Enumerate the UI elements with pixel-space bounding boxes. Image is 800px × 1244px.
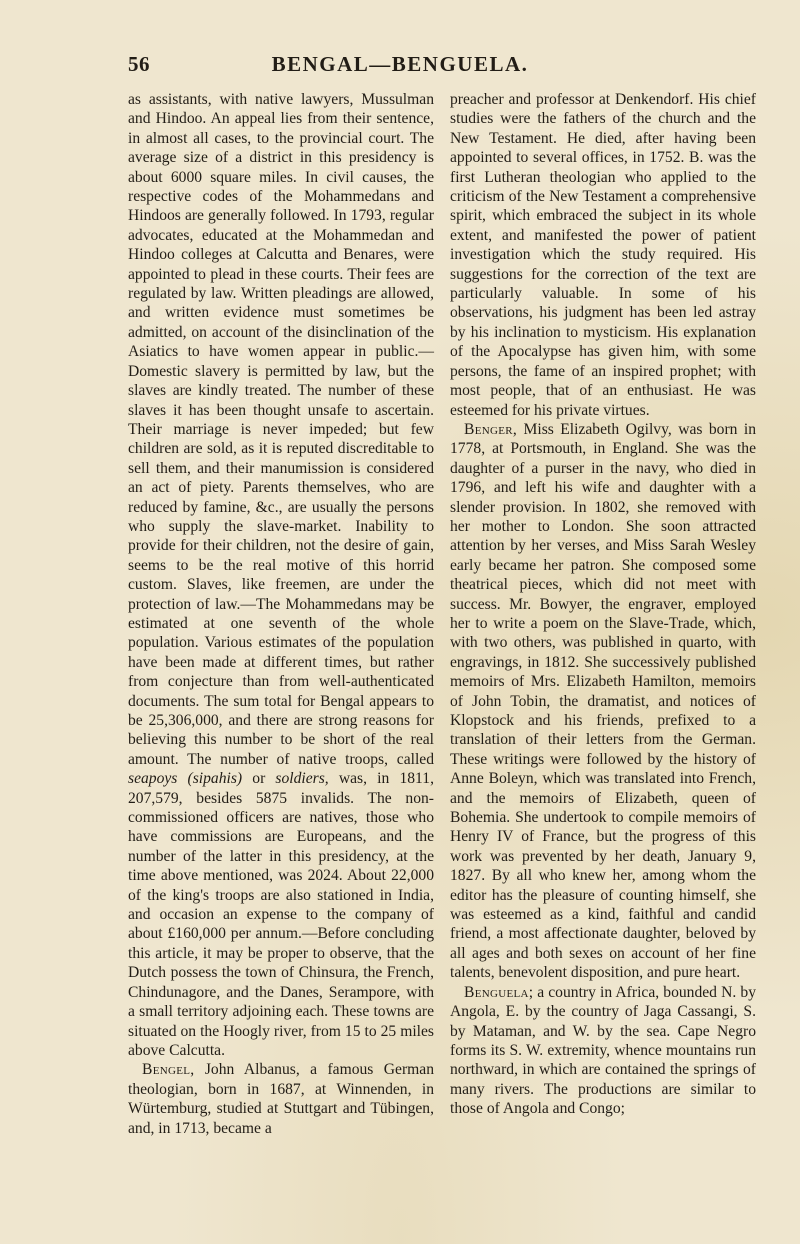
benguela-entry-text: ; a country in Africa, bounded N. by Angola, E. by the country of Jaga Cassangi, S. by Mataman, and W. by the sea. Cape Negro forms its S. W. extremity, whence mountains run northward, in which are contained the springs of many rivers. The productions are similar to those of Angola and Congo; <box>450 983 756 1118</box>
bengel-entry <box>128 1060 434 1138</box>
word-or: or <box>252 770 266 788</box>
page-header <box>0 52 800 82</box>
page-number: 56 <box>128 52 150 76</box>
benger-entry <box>450 420 756 983</box>
benger-entry-text: Miss Elizabeth Ogilvy, was born in 1778, at Portsmouth, in England. She was the daughter of a purser in the navy, who died in 1796, and left his wife and daughter with a slender provision. In 1802, she removed with her mother to London. She soon attracted attention by her verses, and Miss Sarah Wesley early became her patron. She composed some theatrical pieces, which did not meet with success. Mr. Bowyer, the engraver, employed her to write a poem on the Slave-Trade, which, with two others, was published in quarto, with engravings, in 1812. She successively published memoirs of Mrs. Elizabeth Hamilton, memoirs of John Tobin, the dramatist, and notices of Klopstock and his friends, prefixed to a translation of their letters from the German. These writings were followed by the history of Anne Boleyn, which was translated into French, and the memoirs of Elizabeth, queen of Bohemia. She undertook to compile memoirs of Henry IV of France, but the progress of this work was prevented by her death, January 9, 1827. By all who knew her, among whom the editor has the pleasure of counting himself, she was esteemed as a kind, faithful and candid friend, a most affectionate daughter, beloved by all ages and both sexes on account of her fine talents, benevolent disposition, and pure heart. <box>450 420 757 982</box>
term-sipahis: (sipahis) <box>187 770 243 788</box>
running-title: BENGAL—BENGUELA. <box>271 52 529 76</box>
benguela-entry <box>450 983 756 1119</box>
benger-headword: Benger, <box>464 420 518 438</box>
benguela-headword: Benguela <box>464 983 529 1001</box>
term-seapoys: seapoys <box>128 770 178 788</box>
bengel-continued-text: preacher and professor at Denkendorf. His chief studies were the fathers of the church and the New Testament. He died, after having been appointed to several offices, in 1752. B. was the first Lutheran theologian who applied to the criticism of the New Testament a comprehensive spirit, which embraced the subject in its whole extent, and manifested the power of patient investigation which the study required. His suggestions for the correction of the text are particularly valuable. In some of his observations, his judgment has been led astray by his inclination to mysticism. His explanation of the Apocalypse has given him, with some persons, the fame of an inspired prophet; with most people, that of an enthusiast. He was esteemed for his private virtues. <box>450 91 756 419</box>
left-column <box>128 90 434 1138</box>
bengal-article-continued <box>128 90 434 1060</box>
term-soldiers: soldiers, <box>275 770 329 788</box>
bengal-text-part-2: was, in 1811, 207,579, besides 5875 invalids. The non-commissioned officers are natives, those who have commissions are Europeans, and the number of the latter in this presidency, at the time above mentioned, was 2024. About 22,000 of the king's troops are also stationed in India, and occasion an expense to the company of about £160,000 per annum.—Before concluding this article, it may be proper to observe, that the Dutch possess the town of Chinsura, the French, Chindunagore, and the Danes, Serampore, with a small territory adjoining each. These towns are situated on the Hoogly river, from 15 to 25 miles above Calcutta. <box>128 770 434 1059</box>
bengel-entry-text: John Albanus, a famous German theologian, born in 1687, at Winnenden, in Würtemburg, studied at Stuttgart and Tübingen, and, in 1713, became a <box>128 1061 434 1137</box>
right-column <box>450 90 756 1119</box>
bengel-entry-continued <box>450 90 756 420</box>
bengel-headword: Bengel, <box>142 1061 195 1079</box>
bengal-text-part-1: as assistants, with native lawyers, Mussulman and Hindoo. An appeal lies from their sentence, in almost all cases, to the provincial court. The average size of a district in this presidency is about 6000 square miles. In civil causes, the respective codes of the Mohammedans and Hindoos are generally followed. In 1793, regular advocates, educated at the Mohammedan and Hindoo colleges at Calcutta and Benares, were appointed to plead in these courts. Their fees are regulated by law. Written pleadings are allowed, and written evidence must sometimes be admitted, on account of the disinclination of the Asiatics to have women appear in public.—Domestic slavery is permitted by law, but the slaves are kindly treated. The number of these slaves it has been thought unsafe to ascertain. Their marriage is never impeded; but few children are sold, as it is reputed discreditable to sell them, and their manumission is considered an act of piety. Parents themselves, who are reduced by famine, &c., are usually the persons who supply the slave-market. Inability to provide for their children, not the desire of gain, seems to be the real motive of this horrid custom. Slaves, like freemen, are under the protection of law.—The Mohammedans may be estimated at one seventh of the whole population. Various estimates of the population have been made at different times, but rather from conjecture than from well-authenticated documents. The sum total for Bengal appears to be 25,306,000, and there are strong reasons for believing this number to be short of the real amount. The number of native troops, called <box>128 91 434 768</box>
